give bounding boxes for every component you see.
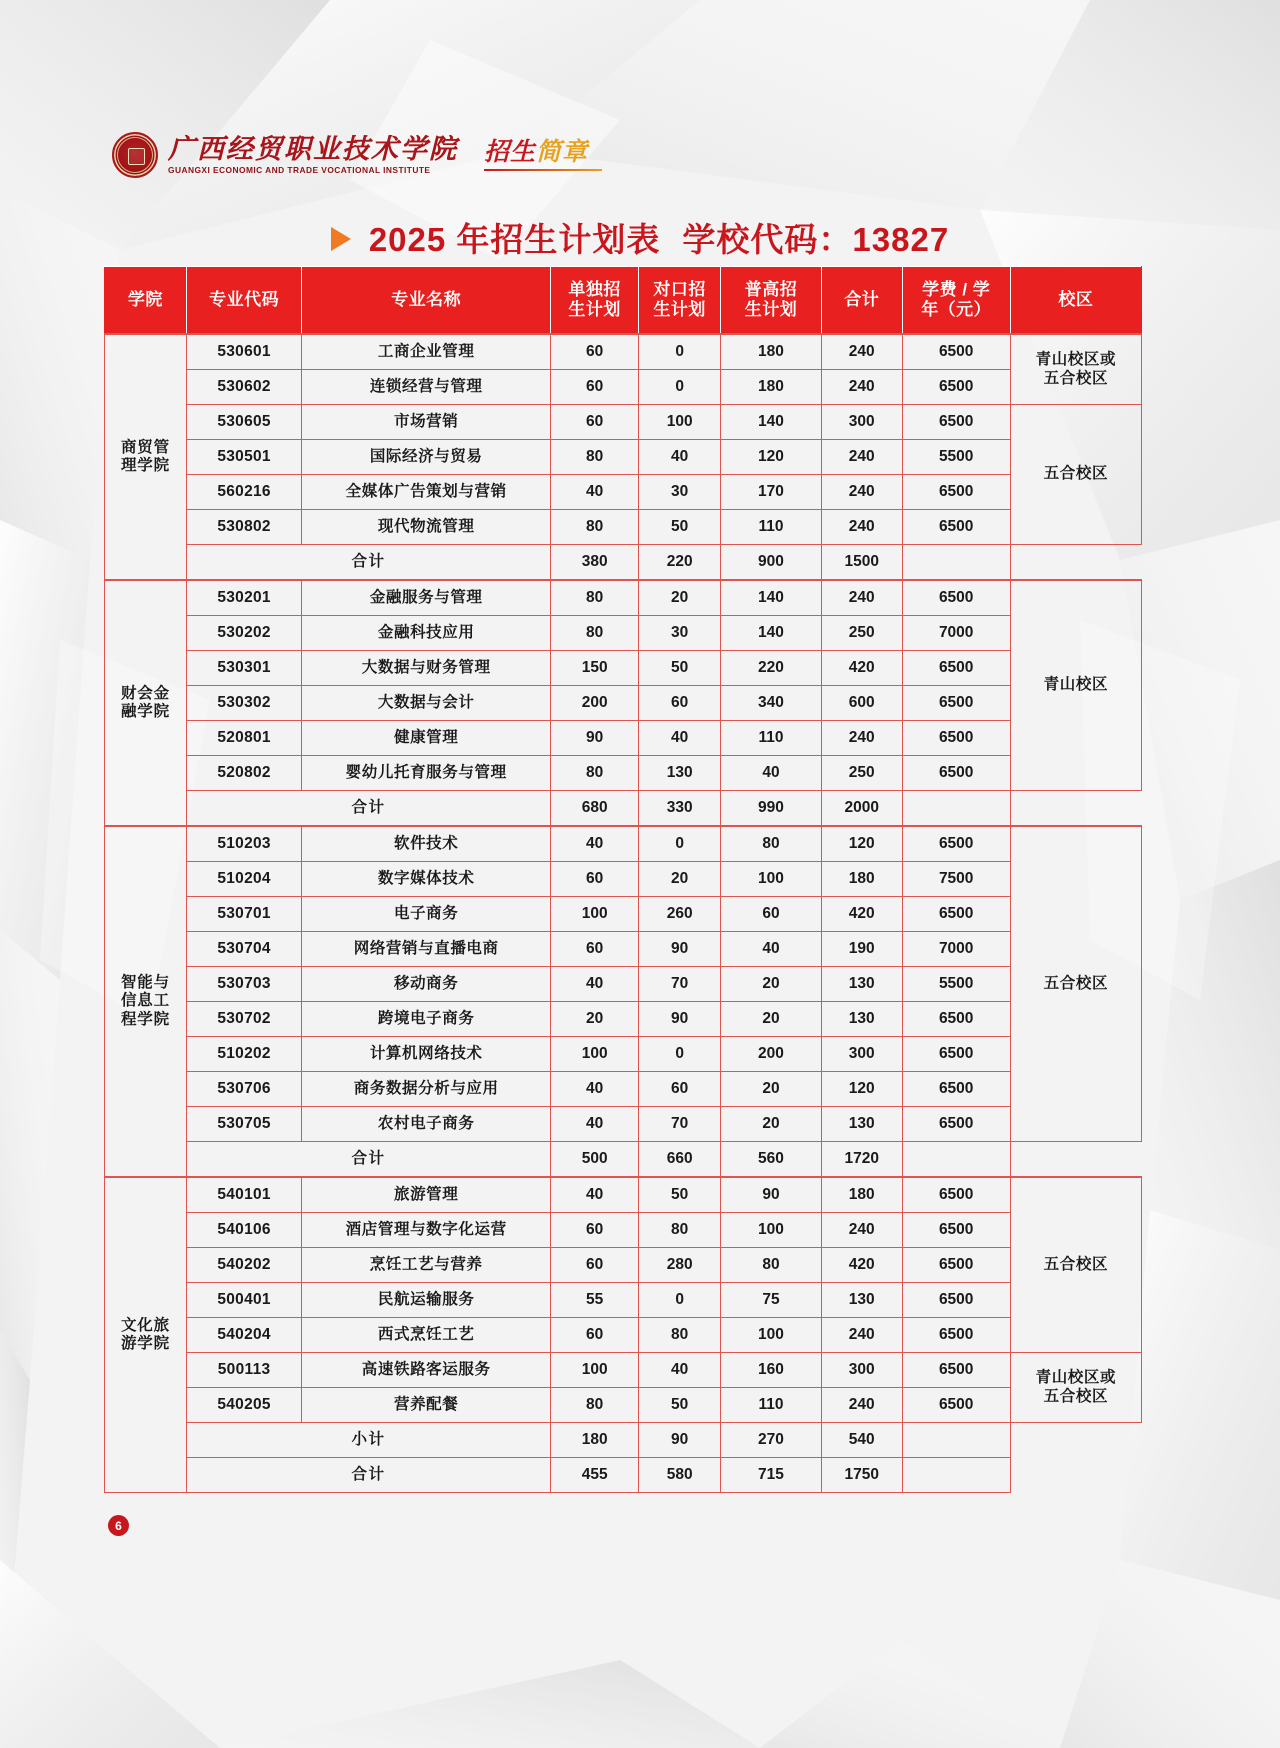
total-cell: 180 — [821, 1177, 902, 1213]
tuition-cell: 6500 — [902, 756, 1010, 791]
section-total-fee-cell — [902, 545, 1010, 581]
major-code-cell: 530302 — [186, 686, 301, 721]
tuition-cell: 5500 — [902, 440, 1010, 475]
table-row — [105, 1072, 1142, 1107]
table-row — [105, 686, 1142, 721]
major-code-cell: 530602 — [186, 370, 301, 405]
vocational-plan-cell: 50 — [639, 1177, 721, 1213]
single-plan-cell: 40 — [551, 1177, 639, 1213]
college-name-cell: 财会金 融学院 — [105, 580, 187, 826]
major-code-cell: 520801 — [186, 721, 301, 756]
major-code-cell: 530705 — [186, 1107, 301, 1142]
vocational-plan-cell: 50 — [639, 510, 721, 545]
total-cell: 240 — [821, 1213, 902, 1248]
single-plan-cell: 60 — [551, 1213, 639, 1248]
general-plan-cell: 80 — [721, 826, 822, 862]
brand-text — [168, 135, 458, 175]
tuition-cell: 7500 — [902, 862, 1010, 897]
vocational-plan-cell: 0 — [639, 334, 721, 370]
section-total-duikou-cell: 330 — [639, 791, 721, 827]
general-plan-cell: 75 — [721, 1283, 822, 1318]
major-code-cell: 540101 — [186, 1177, 301, 1213]
single-plan-cell: 60 — [551, 405, 639, 440]
tuition-cell: 6500 — [902, 721, 1010, 756]
general-plan-cell: 40 — [721, 756, 822, 791]
major-name-cell: 大数据与会计 — [302, 686, 551, 721]
table-row — [105, 756, 1142, 791]
major-name-cell: 西式烹饪工艺 — [302, 1318, 551, 1353]
major-name-cell: 连锁经营与管理 — [302, 370, 551, 405]
general-plan-cell: 140 — [721, 405, 822, 440]
brochure-label-primary: 招生 — [484, 138, 537, 166]
vocational-plan-cell: 30 — [639, 616, 721, 651]
major-code-cell: 530605 — [186, 405, 301, 440]
major-code-cell: 530501 — [186, 440, 301, 475]
major-name-cell: 计算机网络技术 — [302, 1037, 551, 1072]
section-total-pugao-cell: 560 — [721, 1142, 822, 1178]
major-name-cell: 烹饪工艺与营养 — [302, 1248, 551, 1283]
vocational-plan-cell: 90 — [639, 932, 721, 967]
section-total-label: 合计 — [186, 545, 550, 581]
table-row — [105, 1107, 1142, 1142]
vocational-plan-cell: 50 — [639, 1388, 721, 1423]
table-row — [105, 616, 1142, 651]
campus-cell: 五合校区 — [1010, 826, 1141, 1142]
major-name-cell: 健康管理 — [302, 721, 551, 756]
major-code-cell: 530201 — [186, 580, 301, 616]
single-plan-cell: 60 — [551, 334, 639, 370]
general-plan-cell: 340 — [721, 686, 822, 721]
major-code-cell: 540205 — [186, 1388, 301, 1423]
campus-cell: 青山校区或 五合校区 — [1010, 1353, 1141, 1423]
single-plan-cell: 60 — [551, 932, 639, 967]
total-cell: 600 — [821, 686, 902, 721]
general-plan-cell: 110 — [721, 510, 822, 545]
table-row — [105, 580, 1142, 616]
vocational-plan-cell: 130 — [639, 756, 721, 791]
section-total-label: 合计 — [186, 791, 550, 827]
major-code-cell: 500401 — [186, 1283, 301, 1318]
general-plan-cell: 100 — [721, 862, 822, 897]
vocational-plan-cell: 260 — [639, 897, 721, 932]
section-total-label: 合计 — [186, 1142, 550, 1178]
tuition-cell: 6500 — [902, 826, 1010, 862]
college-name-cell: 智能与 信息工 程学院 — [105, 826, 187, 1177]
major-name-cell: 商务数据分析与应用 — [302, 1072, 551, 1107]
column-header-vocational-plan: 对口招 生计划 — [639, 267, 721, 335]
general-plan-cell: 40 — [721, 932, 822, 967]
table-row — [105, 1248, 1142, 1283]
section-total-total-cell: 1720 — [821, 1142, 902, 1178]
tuition-cell: 6500 — [902, 334, 1010, 370]
general-plan-cell: 90 — [721, 1177, 822, 1213]
university-seal-icon — [112, 132, 158, 178]
table-row — [105, 1353, 1142, 1388]
subtotal-fee-cell — [902, 1423, 1010, 1458]
section-total-duikou-cell: 660 — [639, 1142, 721, 1178]
general-plan-cell: 60 — [721, 897, 822, 932]
section-total-total-cell: 1500 — [821, 545, 902, 581]
single-plan-cell: 60 — [551, 370, 639, 405]
college-name-cell: 文化旅 游学院 — [105, 1177, 187, 1493]
general-plan-cell: 140 — [721, 616, 822, 651]
vocational-plan-cell: 70 — [639, 967, 721, 1002]
tuition-cell: 6500 — [902, 1318, 1010, 1353]
major-code-cell: 540202 — [186, 1248, 301, 1283]
general-plan-cell: 20 — [721, 1107, 822, 1142]
vocational-plan-cell: 20 — [639, 862, 721, 897]
tuition-cell: 6500 — [902, 686, 1010, 721]
major-name-cell: 软件技术 — [302, 826, 551, 862]
column-header-general-plan: 普高招 生计划 — [721, 267, 822, 335]
major-name-cell: 国际经济与贸易 — [302, 440, 551, 475]
total-cell: 190 — [821, 932, 902, 967]
major-code-cell: 510204 — [186, 862, 301, 897]
single-plan-cell: 100 — [551, 1037, 639, 1072]
tuition-cell: 6500 — [902, 580, 1010, 616]
table-row — [105, 405, 1142, 440]
tuition-cell: 6500 — [902, 475, 1010, 510]
major-code-cell: 540106 — [186, 1213, 301, 1248]
single-plan-cell: 80 — [551, 510, 639, 545]
general-plan-cell: 110 — [721, 721, 822, 756]
major-name-cell: 市场营销 — [302, 405, 551, 440]
total-cell: 250 — [821, 616, 902, 651]
admission-plan-table-wrapper — [104, 266, 1142, 1493]
major-name-cell: 网络营销与直播电商 — [302, 932, 551, 967]
single-plan-cell: 40 — [551, 967, 639, 1002]
table-row — [105, 370, 1142, 405]
general-plan-cell: 100 — [721, 1213, 822, 1248]
section-total-duikou-cell: 220 — [639, 545, 721, 581]
section-total-dan-cell: 500 — [551, 1142, 639, 1178]
vocational-plan-cell: 40 — [639, 1353, 721, 1388]
total-cell: 240 — [821, 721, 902, 756]
section-total-pugao-cell: 900 — [721, 545, 822, 581]
table-row — [105, 862, 1142, 897]
total-cell: 420 — [821, 897, 902, 932]
tuition-cell: 6500 — [902, 1177, 1010, 1213]
major-code-cell: 530301 — [186, 651, 301, 686]
section-total-fee-cell — [902, 1142, 1010, 1178]
single-plan-cell: 80 — [551, 1388, 639, 1423]
major-name-cell: 金融服务与管理 — [302, 580, 551, 616]
major-name-cell: 数字媒体技术 — [302, 862, 551, 897]
page-title-main: 2025 年招生计划表 — [368, 221, 661, 258]
section-total-row — [105, 1458, 1142, 1493]
major-name-cell: 农村电子商务 — [302, 1107, 551, 1142]
column-header-tuition: 学费 / 学 年（元） — [902, 267, 1010, 335]
single-plan-cell: 40 — [551, 1107, 639, 1142]
major-name-cell: 大数据与财务管理 — [302, 651, 551, 686]
single-plan-cell: 100 — [551, 1353, 639, 1388]
single-plan-cell: 40 — [551, 475, 639, 510]
vocational-plan-cell: 50 — [639, 651, 721, 686]
single-plan-cell: 80 — [551, 616, 639, 651]
vocational-plan-cell: 60 — [639, 1072, 721, 1107]
section-total-dan-cell: 455 — [551, 1458, 639, 1493]
page-title — [0, 214, 1280, 261]
vocational-plan-cell: 20 — [639, 580, 721, 616]
tuition-cell: 5500 — [902, 967, 1010, 1002]
major-code-cell: 530704 — [186, 932, 301, 967]
major-code-cell: 500113 — [186, 1353, 301, 1388]
section-total-total-cell: 2000 — [821, 791, 902, 827]
total-cell: 180 — [821, 862, 902, 897]
major-code-cell: 530703 — [186, 967, 301, 1002]
total-cell: 300 — [821, 1353, 902, 1388]
total-cell: 130 — [821, 967, 902, 1002]
tuition-cell: 6500 — [902, 1037, 1010, 1072]
triangle-right-icon — [331, 227, 351, 251]
general-plan-cell: 110 — [721, 1388, 822, 1423]
major-name-cell: 旅游管理 — [302, 1177, 551, 1213]
column-header-major-code: 专业代码 — [186, 267, 301, 335]
university-name-cn: 广西经贸职业技术学院 — [168, 133, 458, 164]
vocational-plan-cell: 280 — [639, 1248, 721, 1283]
tuition-cell: 6500 — [902, 370, 1010, 405]
major-code-cell: 560216 — [186, 475, 301, 510]
major-name-cell: 酒店管理与数字化运营 — [302, 1213, 551, 1248]
school-code-label: 学校代码：13827 — [682, 221, 950, 258]
tuition-cell: 6500 — [902, 1283, 1010, 1318]
vocational-plan-cell: 100 — [639, 405, 721, 440]
tuition-cell: 6500 — [902, 405, 1010, 440]
total-cell: 120 — [821, 1072, 902, 1107]
tuition-cell: 7000 — [902, 932, 1010, 967]
total-cell: 130 — [821, 1107, 902, 1142]
major-code-cell: 510203 — [186, 826, 301, 862]
total-cell: 240 — [821, 370, 902, 405]
campus-cell: 五合校区 — [1010, 1177, 1141, 1353]
general-plan-cell: 20 — [721, 1002, 822, 1037]
major-name-cell: 全媒体广告策划与营销 — [302, 475, 551, 510]
tuition-cell: 6500 — [902, 1213, 1010, 1248]
brochure-underline — [484, 169, 602, 171]
campus-cell: 五合校区 — [1010, 405, 1141, 545]
section-total-row — [105, 791, 1142, 827]
table-row — [105, 721, 1142, 756]
single-plan-cell: 200 — [551, 686, 639, 721]
tuition-cell: 6500 — [902, 510, 1010, 545]
total-cell: 420 — [821, 651, 902, 686]
major-name-cell: 现代物流管理 — [302, 510, 551, 545]
single-plan-cell: 60 — [551, 862, 639, 897]
column-header-college: 学院 — [105, 267, 187, 335]
general-plan-cell: 80 — [721, 1248, 822, 1283]
tuition-cell: 6500 — [902, 1107, 1010, 1142]
vocational-plan-cell: 0 — [639, 370, 721, 405]
subtotal-row — [105, 1423, 1142, 1458]
general-plan-cell: 170 — [721, 475, 822, 510]
vocational-plan-cell: 0 — [639, 826, 721, 862]
table-header — [105, 267, 1142, 335]
major-name-cell: 电子商务 — [302, 897, 551, 932]
table-row — [105, 826, 1142, 862]
major-name-cell: 工商企业管理 — [302, 334, 551, 370]
vocational-plan-cell: 0 — [639, 1283, 721, 1318]
college-name-cell: 商贸管 理学院 — [105, 334, 187, 580]
general-plan-cell: 20 — [721, 967, 822, 1002]
table-row — [105, 1213, 1142, 1248]
table-row — [105, 510, 1142, 545]
university-name-en: GUANGXI ECONOMIC AND TRADE VOCATIONAL INSTITUTE — [168, 165, 431, 176]
major-code-cell: 530702 — [186, 1002, 301, 1037]
major-name-cell: 跨境电子商务 — [302, 1002, 551, 1037]
tuition-cell: 6500 — [902, 651, 1010, 686]
vocational-plan-cell: 40 — [639, 440, 721, 475]
total-cell: 120 — [821, 826, 902, 862]
major-code-cell: 540204 — [186, 1318, 301, 1353]
subtotal-pugao-cell: 270 — [721, 1423, 822, 1458]
total-cell: 240 — [821, 334, 902, 370]
major-code-cell: 530802 — [186, 510, 301, 545]
major-name-cell: 高速铁路客运服务 — [302, 1353, 551, 1388]
single-plan-cell: 20 — [551, 1002, 639, 1037]
total-cell: 300 — [821, 1037, 902, 1072]
vocational-plan-cell: 40 — [639, 721, 721, 756]
page-number-badge: 6 — [108, 1515, 129, 1536]
general-plan-cell: 20 — [721, 1072, 822, 1107]
single-plan-cell: 60 — [551, 1248, 639, 1283]
major-name-cell: 营养配餐 — [302, 1388, 551, 1423]
single-plan-cell: 80 — [551, 580, 639, 616]
total-cell: 240 — [821, 1388, 902, 1423]
subtotal-dan-cell: 180 — [551, 1423, 639, 1458]
major-code-cell: 530202 — [186, 616, 301, 651]
vocational-plan-cell: 80 — [639, 1318, 721, 1353]
table-row — [105, 1177, 1142, 1213]
section-total-dan-cell: 380 — [551, 545, 639, 581]
admission-plan-table — [104, 266, 1142, 1493]
section-total-row — [105, 1142, 1142, 1178]
single-plan-cell: 90 — [551, 721, 639, 756]
total-cell: 130 — [821, 1002, 902, 1037]
vocational-plan-cell: 30 — [639, 475, 721, 510]
table-row — [105, 932, 1142, 967]
tuition-cell: 6500 — [902, 1353, 1010, 1388]
table-row — [105, 1037, 1142, 1072]
tuition-cell: 6500 — [902, 1072, 1010, 1107]
total-cell: 250 — [821, 756, 902, 791]
total-cell: 240 — [821, 1318, 902, 1353]
total-cell: 300 — [821, 405, 902, 440]
table-row — [105, 440, 1142, 475]
single-plan-cell: 40 — [551, 826, 639, 862]
vocational-plan-cell: 80 — [639, 1213, 721, 1248]
section-total-duikou-cell: 580 — [639, 1458, 721, 1493]
major-code-cell: 530706 — [186, 1072, 301, 1107]
major-code-cell: 530701 — [186, 897, 301, 932]
table-body — [105, 334, 1142, 1493]
general-plan-cell: 120 — [721, 440, 822, 475]
general-plan-cell: 180 — [721, 370, 822, 405]
single-plan-cell: 150 — [551, 651, 639, 686]
section-total-total-cell: 1750 — [821, 1458, 902, 1493]
major-name-cell: 民航运输服务 — [302, 1283, 551, 1318]
major-name-cell: 金融科技应用 — [302, 616, 551, 651]
masthead — [112, 132, 602, 178]
total-cell: 240 — [821, 580, 902, 616]
single-plan-cell: 40 — [551, 1072, 639, 1107]
column-header-major-name: 专业名称 — [302, 267, 551, 335]
table-row — [105, 967, 1142, 1002]
subtotal-duikou-cell: 90 — [639, 1423, 721, 1458]
campus-cell: 青山校区或 五合校区 — [1010, 334, 1141, 405]
table-row — [105, 651, 1142, 686]
column-header-campus: 校区 — [1010, 267, 1141, 335]
section-total-fee-cell — [902, 791, 1010, 827]
general-plan-cell: 200 — [721, 1037, 822, 1072]
major-code-cell: 520802 — [186, 756, 301, 791]
column-header-total: 合计 — [821, 267, 902, 335]
brochure-tag — [484, 140, 602, 171]
single-plan-cell: 80 — [551, 440, 639, 475]
total-cell: 240 — [821, 440, 902, 475]
major-name-cell: 移动商务 — [302, 967, 551, 1002]
major-name-cell: 婴幼儿托育服务与管理 — [302, 756, 551, 791]
single-plan-cell: 60 — [551, 1318, 639, 1353]
total-cell: 130 — [821, 1283, 902, 1318]
single-plan-cell: 80 — [551, 756, 639, 791]
campus-cell: 青山校区 — [1010, 580, 1141, 791]
general-plan-cell: 140 — [721, 580, 822, 616]
section-total-pugao-cell: 990 — [721, 791, 822, 827]
total-cell: 240 — [821, 475, 902, 510]
section-total-dan-cell: 680 — [551, 791, 639, 827]
tuition-cell: 6500 — [902, 1248, 1010, 1283]
vocational-plan-cell: 60 — [639, 686, 721, 721]
table-row — [105, 334, 1142, 370]
tuition-cell: 7000 — [902, 616, 1010, 651]
table-row — [105, 475, 1142, 510]
brochure-label-secondary: 简章 — [536, 138, 589, 166]
subtotal-label: 小计 — [186, 1423, 550, 1458]
major-code-cell: 510202 — [186, 1037, 301, 1072]
tuition-cell: 6500 — [902, 897, 1010, 932]
table-row — [105, 1002, 1142, 1037]
total-cell: 420 — [821, 1248, 902, 1283]
general-plan-cell: 100 — [721, 1318, 822, 1353]
table-row — [105, 1318, 1142, 1353]
section-total-fee-cell — [902, 1458, 1010, 1493]
major-code-cell: 530601 — [186, 334, 301, 370]
single-plan-cell: 55 — [551, 1283, 639, 1318]
general-plan-cell: 160 — [721, 1353, 822, 1388]
subtotal-total-cell: 540 — [821, 1423, 902, 1458]
section-total-label: 合计 — [186, 1458, 550, 1493]
general-plan-cell: 220 — [721, 651, 822, 686]
general-plan-cell: 180 — [721, 334, 822, 370]
table-header-row — [105, 267, 1142, 335]
tuition-cell: 6500 — [902, 1388, 1010, 1423]
total-cell: 240 — [821, 510, 902, 545]
tuition-cell: 6500 — [902, 1002, 1010, 1037]
single-plan-cell: 100 — [551, 897, 639, 932]
table-row — [105, 1388, 1142, 1423]
section-total-pugao-cell: 715 — [721, 1458, 822, 1493]
table-row — [105, 1283, 1142, 1318]
vocational-plan-cell: 0 — [639, 1037, 721, 1072]
vocational-plan-cell: 90 — [639, 1002, 721, 1037]
table-row — [105, 897, 1142, 932]
column-header-single-plan: 单独招 生计划 — [551, 267, 639, 335]
vocational-plan-cell: 70 — [639, 1107, 721, 1142]
section-total-row — [105, 545, 1142, 581]
